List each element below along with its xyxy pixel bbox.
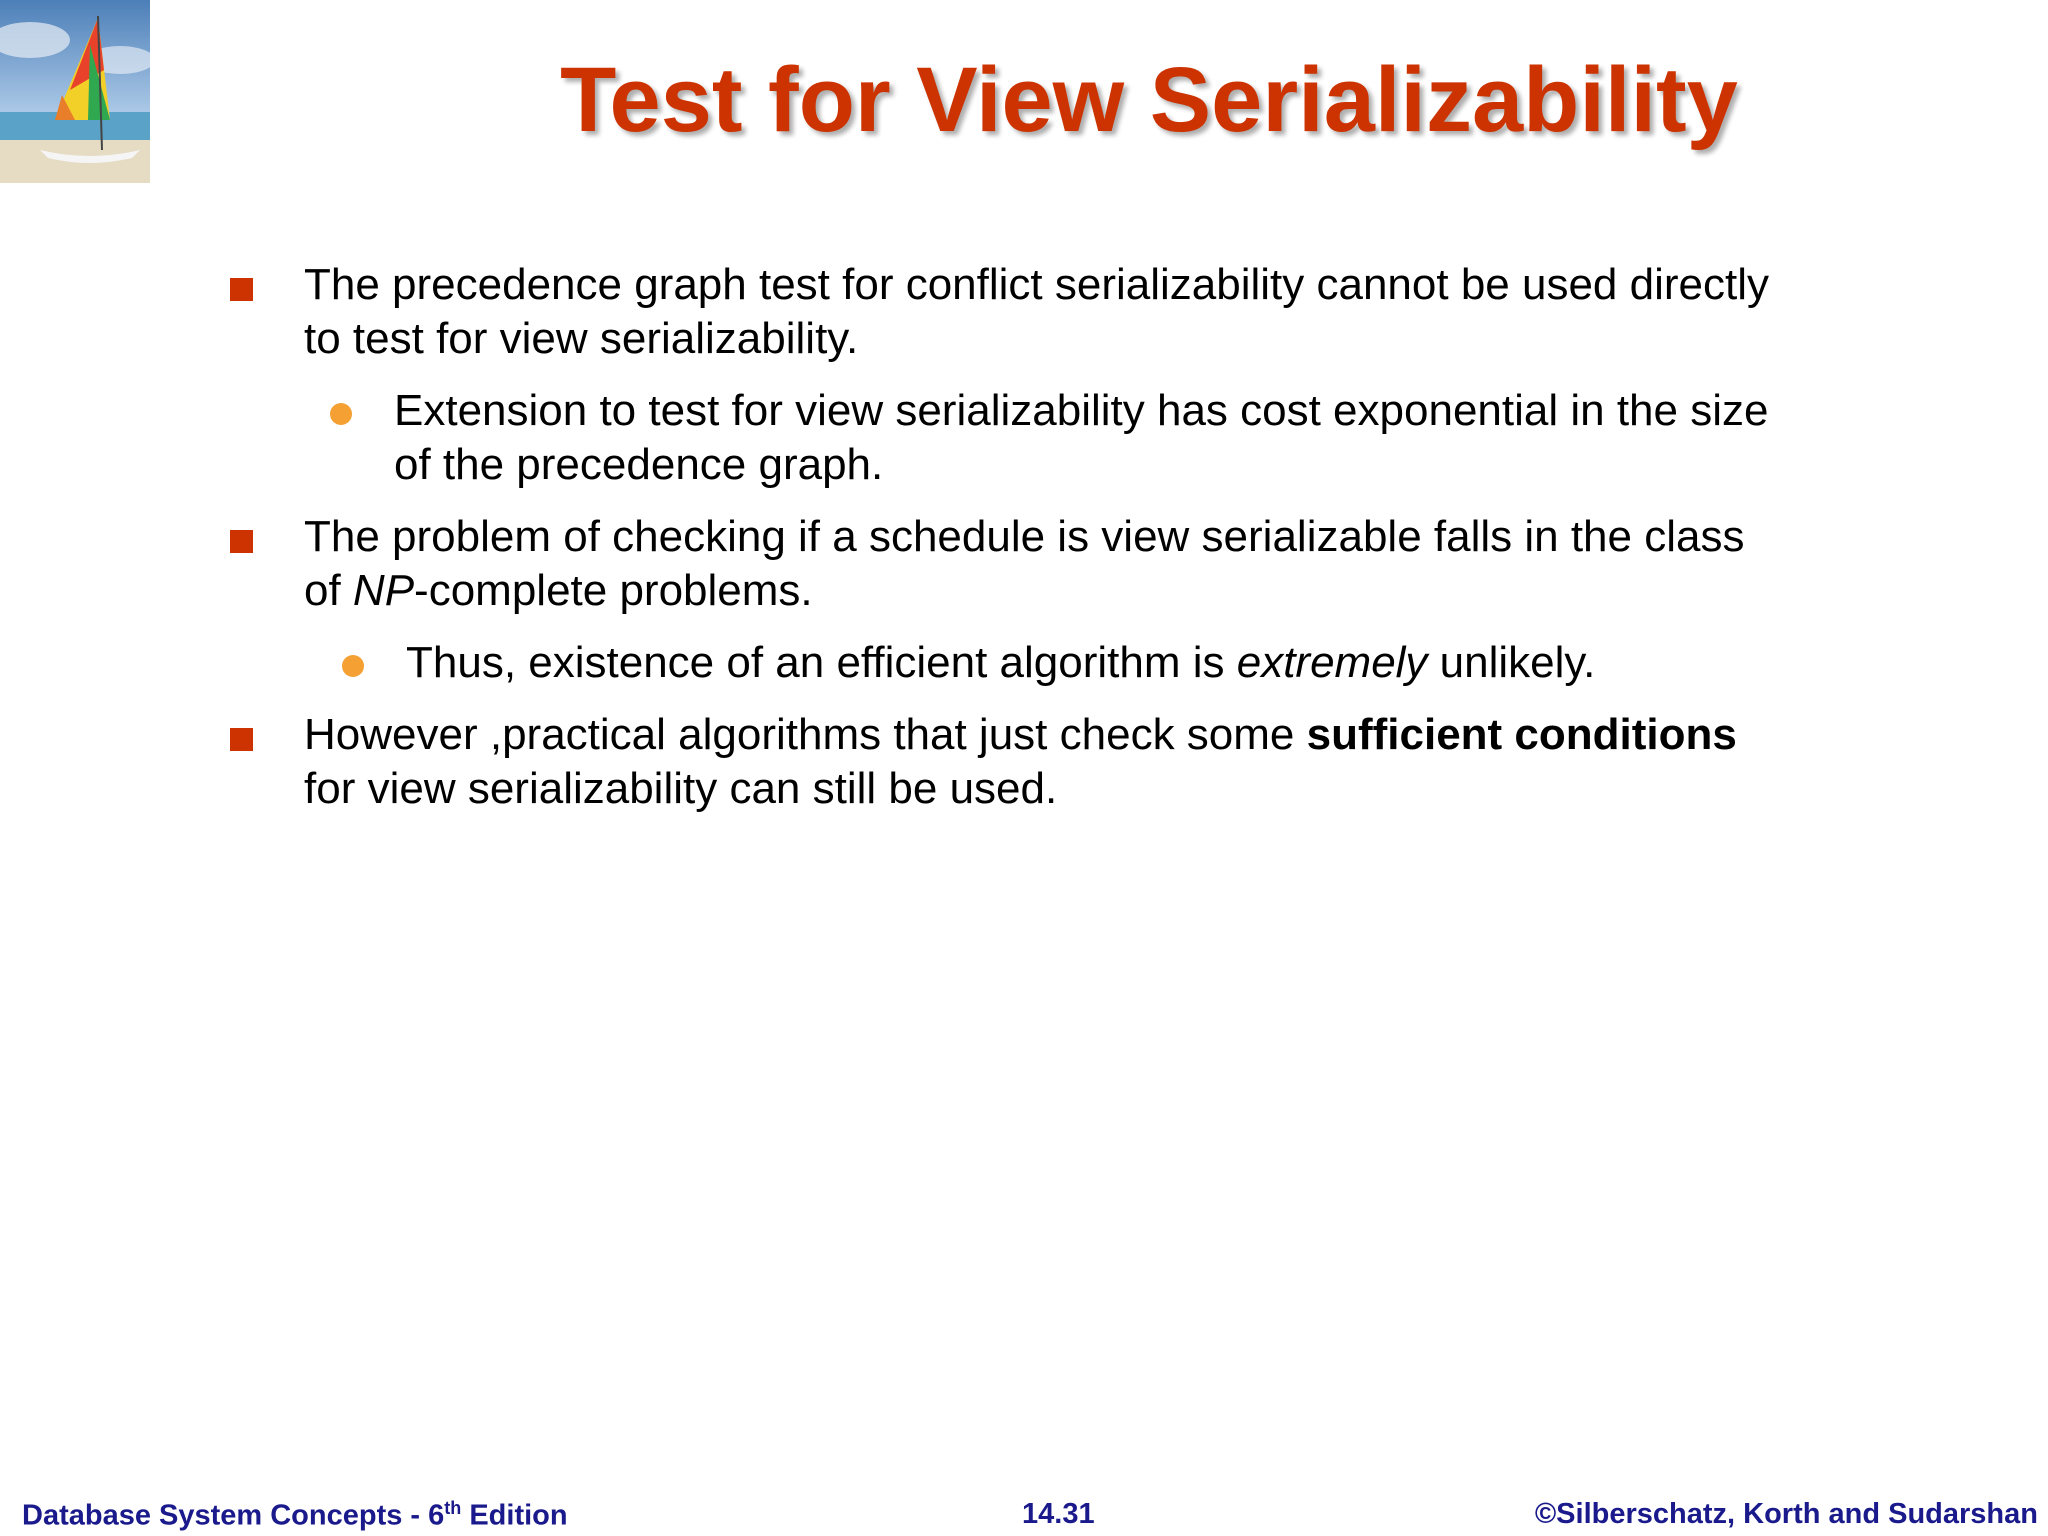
round-bullet-icon — [330, 403, 352, 425]
sub-bullet-text: Extension to test for view serializability has cost exponential in the size of the precedence graph. — [394, 386, 1769, 489]
bullet-text: The problem of checking if a schedule is view serializable falls in the class of — [304, 512, 1745, 615]
sailboat-logo — [0, 0, 150, 183]
square-bullet-icon — [230, 530, 253, 553]
bullet-text: for view serializability can still be used. — [304, 764, 1058, 813]
bullet-text: -complete problems. — [414, 566, 813, 615]
slide-footer — [0, 1498, 2048, 1534]
footer-edition-text: Edition — [461, 1499, 568, 1532]
slide-body — [230, 258, 1790, 834]
footer-book-title-text: Database System Concepts - 6 — [22, 1499, 445, 1532]
sub-bullet-text: Thus, existence of an efficient algorithm is — [406, 638, 1237, 687]
slide-number: 14.31 — [1022, 1498, 1095, 1530]
bullet-text-bold: sufficient conditions — [1306, 710, 1737, 759]
slide-title: Test for View Serializability — [560, 49, 1738, 151]
bullet-text: The precedence graph test for conflict serializability cannot be used directly to test for view serializability. — [304, 260, 1769, 363]
bullet-item — [230, 258, 1790, 366]
bullet-text: However ,practical algorithms that just check some — [304, 710, 1307, 759]
bullet-item — [230, 510, 1790, 618]
sub-bullet-emphasis: extremely — [1236, 638, 1428, 687]
footer-copyright: ©Silberschatz, Korth and Sudarshan — [1534, 1498, 2038, 1530]
sub-bullet-text: unlikely. — [1427, 638, 1596, 687]
sub-bullet-item — [394, 636, 1790, 690]
sub-bullet-item — [394, 384, 1790, 492]
bullet-item — [230, 708, 1790, 816]
footer-superscript: th — [444, 1498, 462, 1518]
bullet-text-emphasis: NP — [352, 566, 415, 615]
square-bullet-icon — [230, 728, 253, 751]
round-bullet-icon — [342, 655, 364, 677]
square-bullet-icon — [230, 278, 253, 301]
footer-book-title — [22, 1498, 568, 1533]
